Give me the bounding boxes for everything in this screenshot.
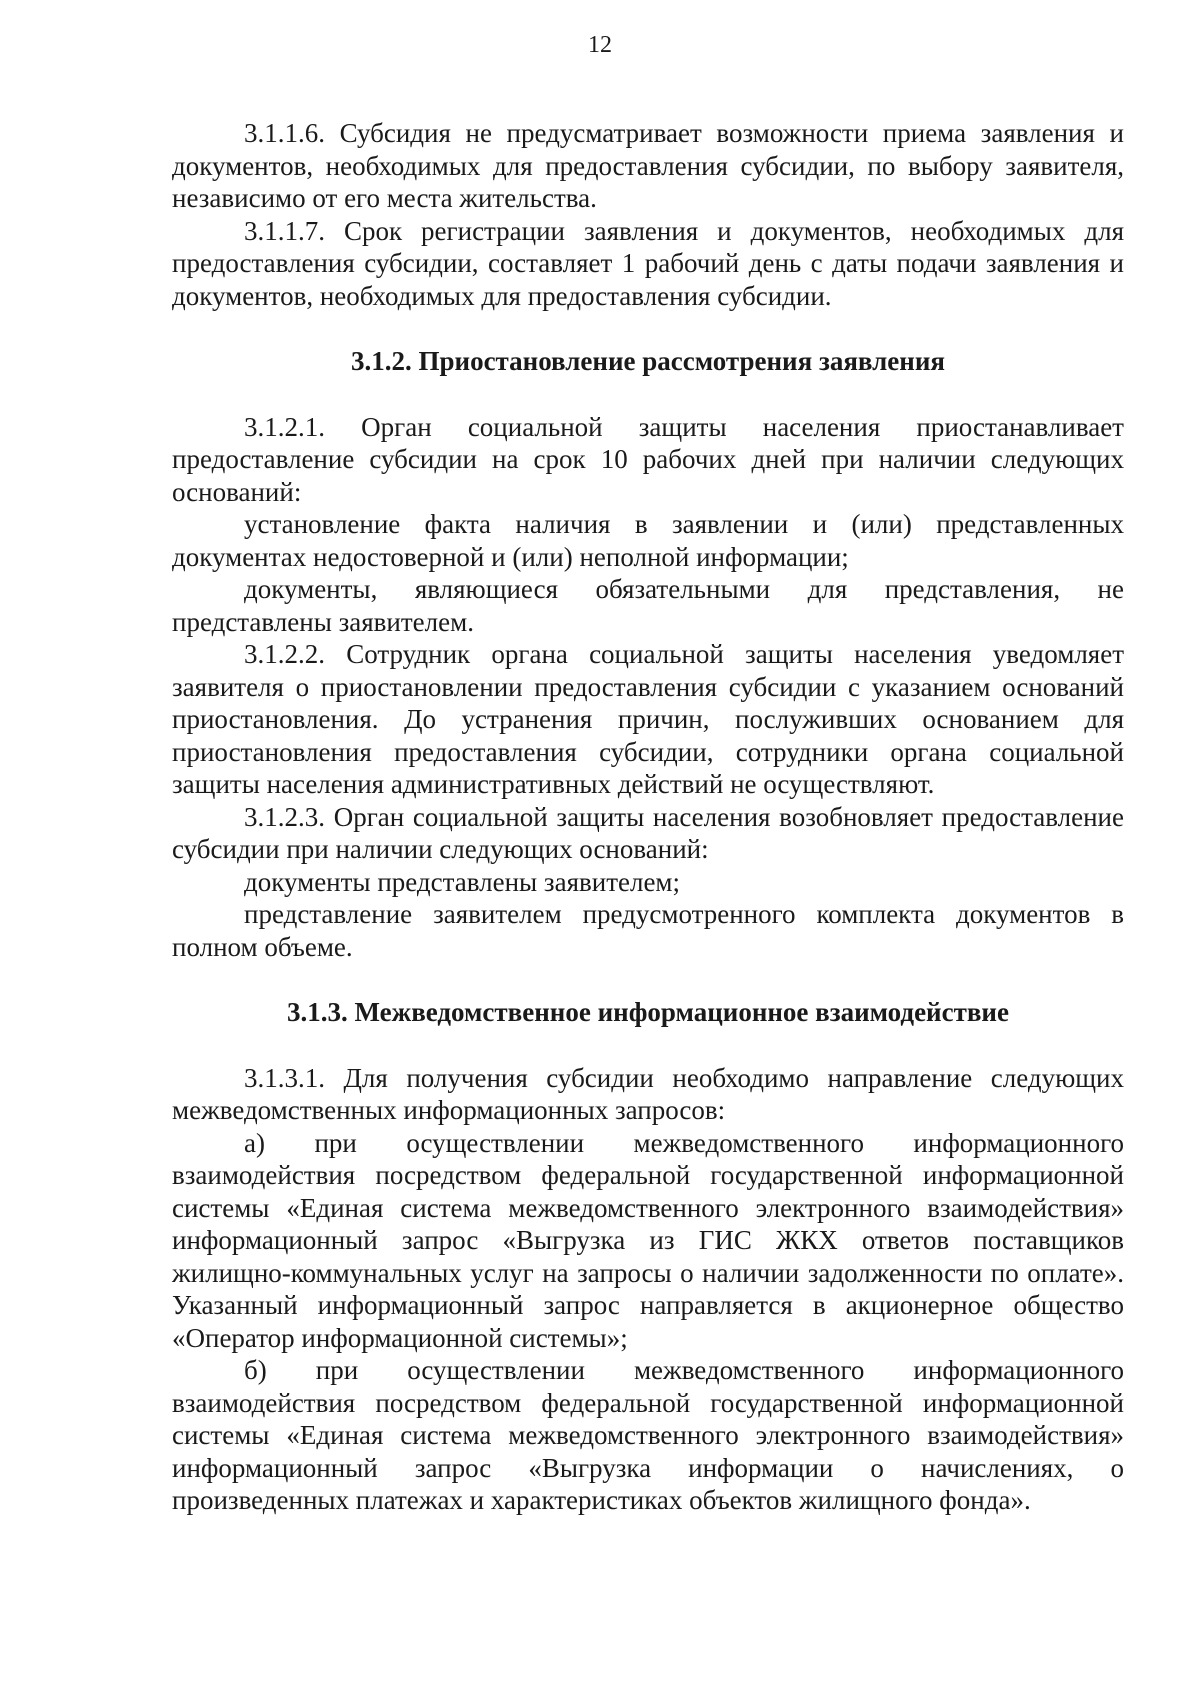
paragraph-3-1-2-3: 3.1.2.3. Орган социальной защиты населения возобновляет предоставление субсидии при наличии следующих оснований:	[172, 801, 1124, 864]
paragraph-3-1-3-1: 3.1.3.1. Для получения субсидии необходимо направление следующих межведомственных информационных запросов:	[172, 1062, 1124, 1125]
list-item-false-info: установление факта наличия в заявлении и (или) представленных документах недостоверной и (или) неполной информации;	[172, 509, 1124, 572]
list-item-a: а) при осуществлении межведомственного информационного взаимодействия посредством федеральной государственной информационной системы «Единая система межведомственного электронного взаимодействия» информационный запрос «Выгрузка из ГИС ЖКХ ответов поставщиков жилищно-коммунальных услуг на запросы о наличии задолженности по оплате». Указанный информационный запрос направляется в акционерное общество «Оператор информационной системы»;	[172, 1127, 1124, 1353]
paragraph-3-1-2-1: 3.1.2.1. Орган социальной защиты населения приостанавливает предоставление субсидии на срок 10 рабочих дней при наличии следующих оснований:	[172, 411, 1124, 507]
document-body	[172, 117, 1124, 1517]
paragraph-3-1-1-7: 3.1.1.7. Срок регистрации заявления и документов, необходимых для предоставления субсидии, составляет 1 рабочий день с даты подачи заявления и документов, необходимых для предоставления субсидии.	[172, 215, 1124, 311]
list-item-full-set-submitted: представление заявителем предусмотренного комплекта документов в полном объеме.	[172, 899, 1124, 962]
page-number: 12	[588, 32, 612, 58]
paragraph-3-1-2-2: 3.1.2.2. Сотрудник органа социальной защиты населения уведомляет заявителя о приостановлении предоставления субсидии с указанием оснований приостановления. До устранения причин, послуживших основанием для приостановления предоставления субсидии, сотрудники органа социальной защиты населения административных действий не осуществляют.	[172, 639, 1124, 799]
list-item-missing-documents: документы, являющиеся обязательными для представления, не представлены заявителем.	[172, 574, 1124, 637]
section-heading-3-1-2: 3.1.2. Приостановление рассмотрения заявления	[351, 346, 945, 376]
list-item-b: б) при осуществлении межведомственного информационного взаимодействия посредством федеральной государственной информационной системы «Единая система межведомственного электронного взаимодействия» информационный запрос «Выгрузка информации о начислениях, о произведенных платежах и характеристиках объектов жилищного фонда».	[172, 1355, 1124, 1515]
list-item-documents-submitted: документы представлены заявителем;	[244, 866, 681, 897]
paragraph-3-1-1-6: 3.1.1.6. Субсидия не предусматривает возможности приема заявления и документов, необходимых для предоставления субсидии, по выбору заявителя, независимо от его места жительства.	[172, 118, 1124, 213]
section-heading-3-1-3: 3.1.3. Межведомственное информационное взаимодействие	[287, 997, 1009, 1027]
